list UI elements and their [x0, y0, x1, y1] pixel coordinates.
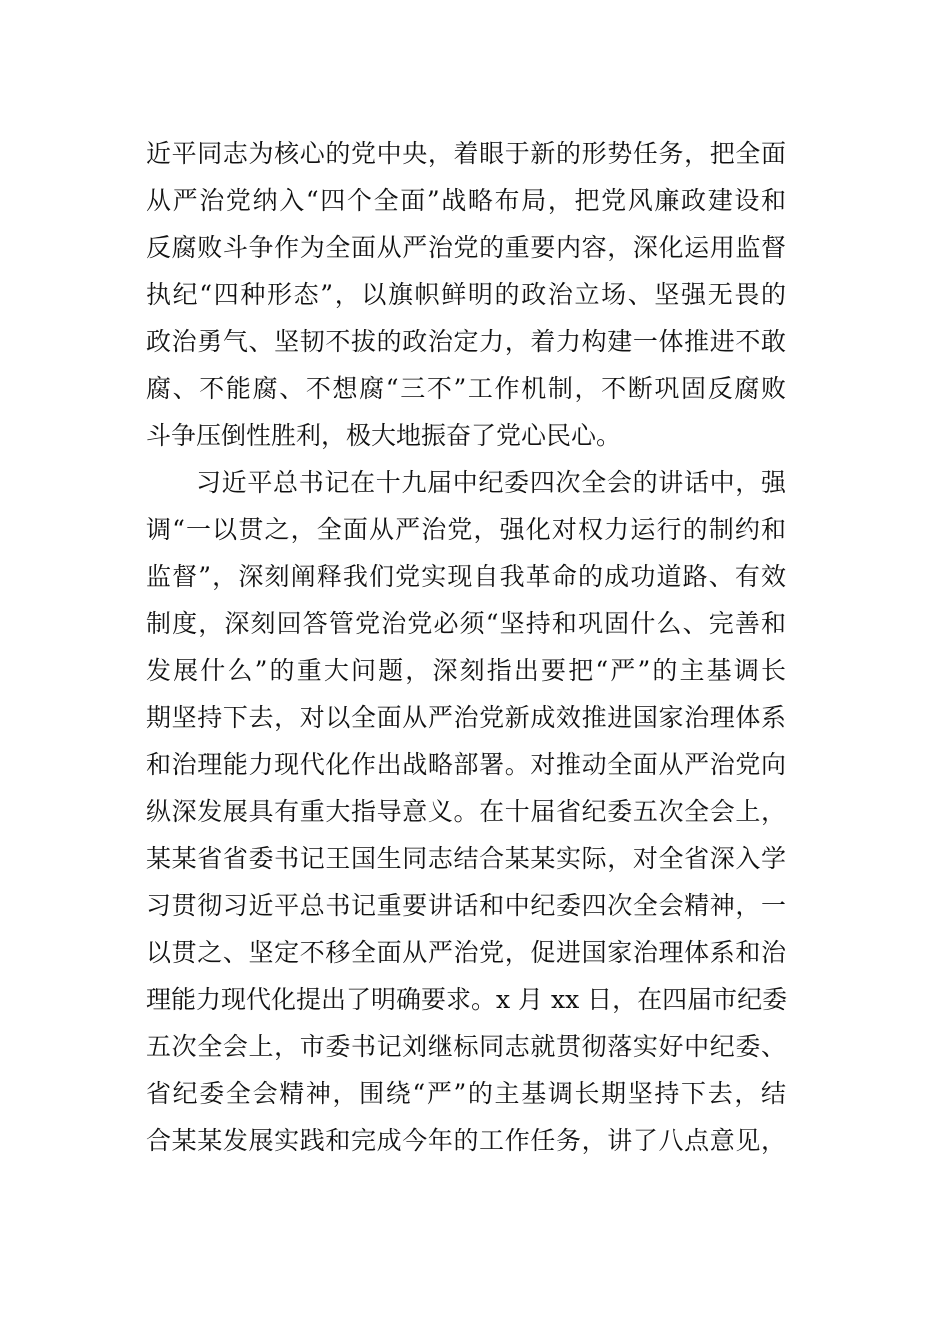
paragraph-1: [146, 130, 786, 459]
text-line: 近平同志为核心的党中央，着眼于新的形势任务，把全面: [146, 139, 786, 168]
document-body: [146, 130, 786, 1164]
text-line: 反腐败斗争作为全面从严治党的重要内容，深化运用监督: [146, 233, 786, 262]
text-line: 某某省省委书记王国生同志结合某某实际，对全省深入学: [146, 844, 786, 873]
text-line: 纵深发展具有重大指导意义。在十届省纪委五次全会上，: [146, 797, 786, 826]
text-line: 监督”，深刻阐释我们党实现自我革命的成功道路、有效: [146, 562, 786, 591]
text-line: 腐、不能腐、不想腐“三不”工作机制，不断巩固反腐败: [146, 374, 786, 403]
text-line: 期坚持下去，对以全面从严治党新成效推进国家治理体系: [146, 703, 786, 732]
text-line: 和治理能力现代化作出战略部署。对推动全面从严治党向: [146, 750, 786, 779]
text-line: 政治勇气、坚韧不拔的政治定力，着力构建一体推进不敢: [146, 327, 786, 356]
text-line: 执纪“四种形态”，以旗帜鲜明的政治立场、坚强无畏的: [146, 280, 786, 309]
text-line: 五次全会上，市委书记刘继标同志就贯彻落实好中纪委、: [146, 1032, 786, 1061]
text-line: 调“一以贯之，全面从严治党，强化对权力运行的制约和: [146, 515, 786, 544]
text-line: 制度，深刻回答管党治党必须“坚持和巩固什么、完善和: [146, 609, 786, 638]
text-line: 习贯彻习近平总书记重要讲话和中纪委四次全会精神，一: [146, 891, 786, 920]
text-line: 习近平总书记在十九届中纪委四次全会的讲话中，强: [196, 468, 786, 497]
text-line: 省纪委全会精神，围绕“严”的主基调长期坚持下去，结: [146, 1079, 786, 1108]
text-line: 斗争压倒性胜利，极大地振奋了党心民心。: [146, 421, 622, 450]
paragraph-2: [146, 459, 786, 1164]
text-line: 发展什么”的重大问题，深刻指出要把“严”的主基调长: [146, 656, 786, 685]
text-line: 以贯之、坚定不移全面从严治党，促进国家治理体系和治: [146, 938, 786, 967]
text-line: 理能力现代化提出了明确要求。x 月 xx 日，在四届市纪委: [146, 985, 788, 1014]
text-line: 从严治党纳入“四个全面”战略布局，把党风廉政建设和: [146, 186, 786, 215]
text-line: 合某某发展实践和完成今年的工作任务，讲了八点意见，: [146, 1126, 786, 1155]
